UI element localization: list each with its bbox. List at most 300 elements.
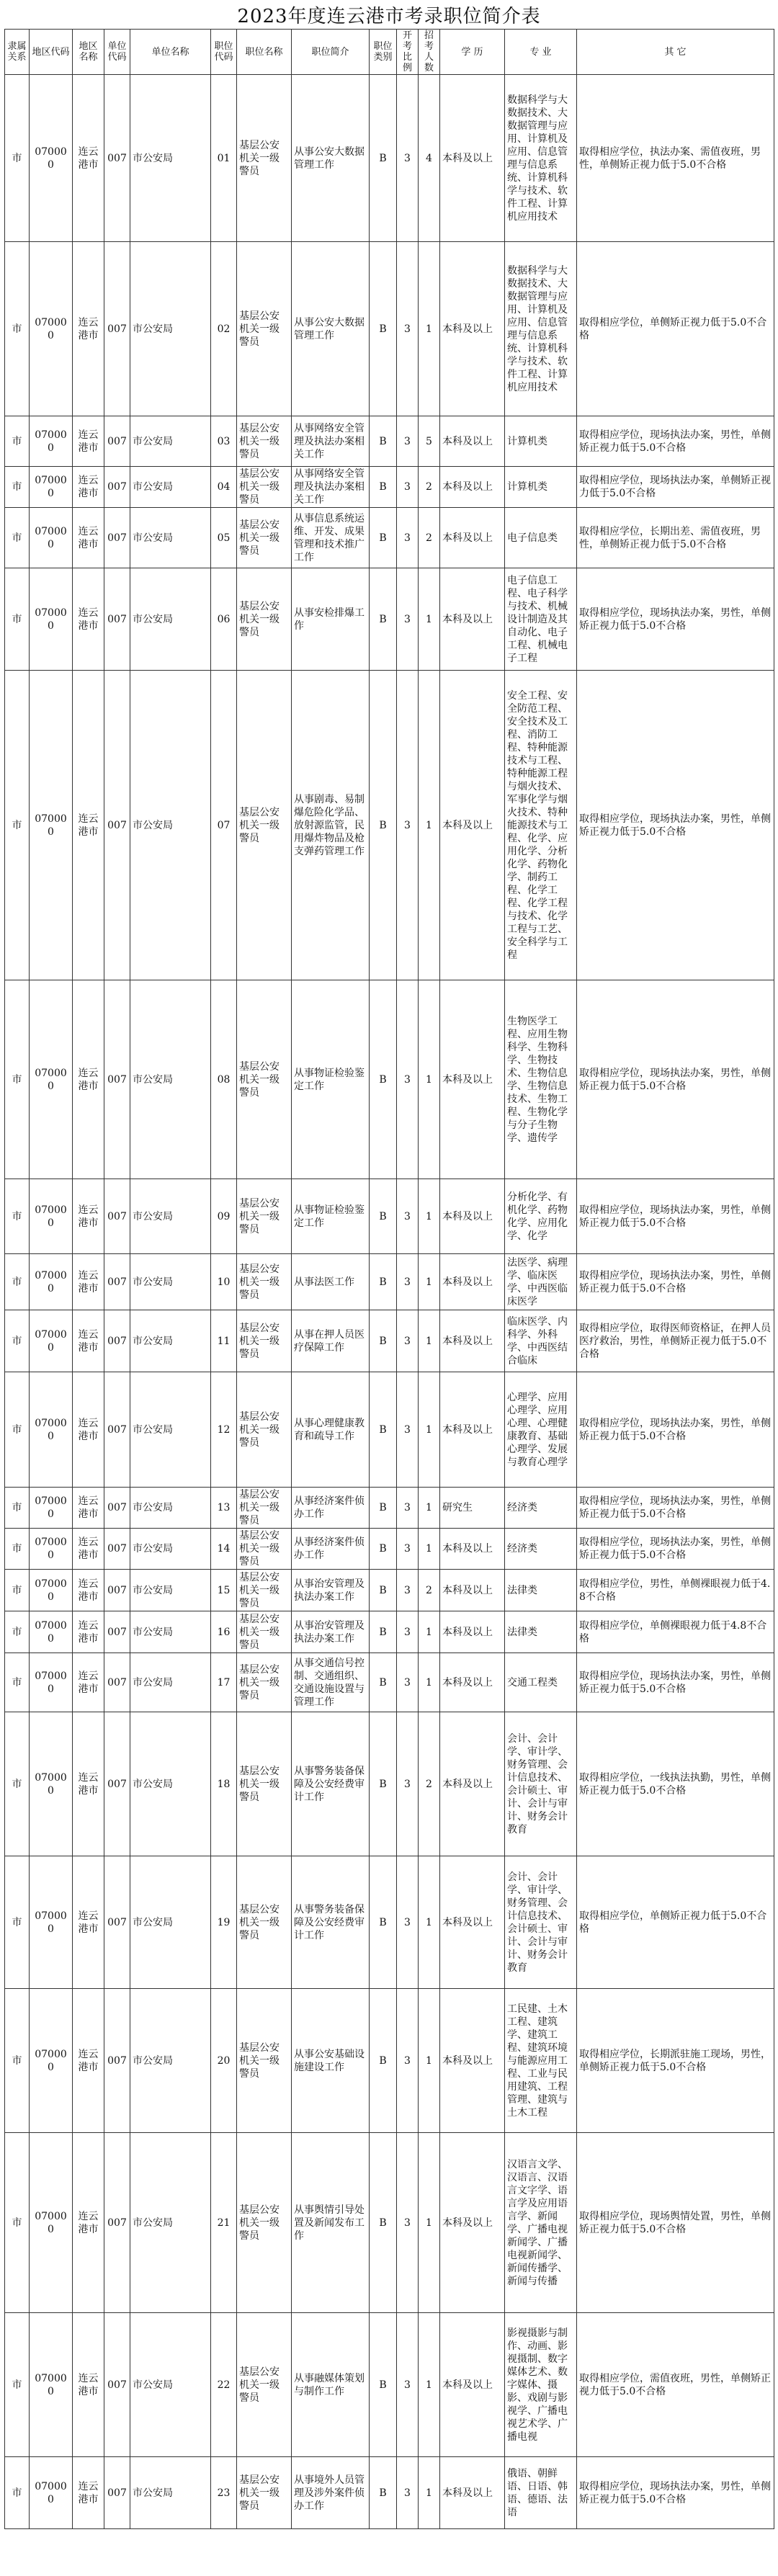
header-cell: 职位名称	[237, 30, 292, 75]
rel-cell: 市	[5, 1179, 30, 1254]
area-name-cell: 连云港市	[73, 416, 104, 467]
education-cell: 研究生	[440, 1488, 505, 1529]
unit-code-cell: 007	[104, 1570, 130, 1611]
unit-code-cell: 007	[104, 416, 130, 467]
area-name-cell: 连云港市	[73, 671, 104, 980]
unit-name-cell: 市公安局	[130, 1310, 211, 1372]
category-cell: B	[370, 467, 397, 508]
area-name-cell: 连云港市	[73, 1179, 104, 1254]
position-code-cell: 07	[211, 671, 237, 980]
area-name-cell: 连云港市	[73, 508, 104, 568]
unit-code-cell: 007	[104, 75, 130, 242]
table-row	[5, 467, 774, 508]
major-cell: 经济类	[505, 1529, 577, 1570]
category-cell: B	[370, 1529, 397, 1570]
education-cell: 本科及以上	[440, 2133, 505, 2313]
major-cell: 数据科学与大数据技术、大数据管理与应用、计算机及应用、信息管理与信息系统、计算机科学与技术、软件工程、计算机应用技术	[505, 75, 577, 242]
area-name-cell: 连云港市	[73, 1372, 104, 1488]
area-name-cell: 连云港市	[73, 1529, 104, 1570]
position-code-cell: 19	[211, 1856, 237, 1989]
category-cell: B	[370, 508, 397, 568]
rel-cell: 市	[5, 1488, 30, 1529]
position-intro-cell: 从事网络安全管理及执法办案相关工作	[292, 467, 370, 508]
position-intro-cell: 从事在押人员医疗保障工作	[292, 1310, 370, 1372]
unit-code-cell: 007	[104, 1372, 130, 1488]
position-name-cell: 基层公安机关一级警员	[237, 416, 292, 467]
position-code-cell: 18	[211, 1712, 237, 1856]
position-name-cell: 基层公安机关一级警员	[237, 1856, 292, 1989]
category-cell: B	[370, 1254, 397, 1310]
other-requirements-cell: 取得相应学位，长期出差、需值夜班，男性，单侧矫正视力低于5.0不合格	[577, 508, 774, 568]
major-cell: 计算机类	[505, 416, 577, 467]
area-code-cell: 070000	[30, 980, 73, 1179]
education-cell: 本科及以上	[440, 1989, 505, 2133]
position-code-cell: 17	[211, 1653, 237, 1712]
other-requirements-cell: 取得相应学位，长期派驻施工现场，男性，单侧矫正视力低于5.0不合格	[577, 1989, 774, 2133]
position-intro-cell: 从事经济案件侦办工作	[292, 1488, 370, 1529]
position-name-cell: 基层公安机关一级警员	[237, 1653, 292, 1712]
category-cell: B	[370, 1856, 397, 1989]
header-cell: 地区名称	[73, 30, 104, 75]
headcount-cell: 1	[419, 1611, 440, 1653]
headcount-cell: 1	[419, 1653, 440, 1712]
position-name-cell: 基层公安机关一级警员	[237, 1570, 292, 1611]
education-cell: 本科及以上	[440, 467, 505, 508]
area-code-cell: 070000	[30, 1570, 73, 1611]
position-intro-cell: 从事融媒体策划与制作工作	[292, 2313, 370, 2457]
rel-cell: 市	[5, 2133, 30, 2313]
unit-code-cell: 007	[104, 508, 130, 568]
position-code-cell: 04	[211, 467, 237, 508]
education-cell: 本科及以上	[440, 1529, 505, 1570]
rel-cell: 市	[5, 508, 30, 568]
headcount-cell: 4	[419, 75, 440, 242]
area-code-cell: 070000	[30, 1712, 73, 1856]
position-name-cell: 基层公安机关一级警员	[237, 671, 292, 980]
table-row	[5, 2457, 774, 2529]
unit-code-cell: 007	[104, 1653, 130, 1712]
headcount-cell: 1	[419, 242, 440, 416]
ratio-cell: 3	[397, 1179, 419, 1254]
table-header-row	[5, 30, 774, 75]
table-body	[5, 75, 774, 2529]
major-cell: 影视摄影与制作、动画、影视摄制、数字媒体艺术、数字媒体、摄影、戏剧与影视学、广播电视艺术学、广播电视	[505, 2313, 577, 2457]
category-cell: B	[370, 2133, 397, 2313]
rel-cell: 市	[5, 671, 30, 980]
position-name-cell: 基层公安机关一级警员	[237, 2133, 292, 2313]
position-code-cell: 14	[211, 1529, 237, 1570]
headcount-cell: 1	[419, 1529, 440, 1570]
position-intro-cell: 从事警务装备保障及公安经费审计工作	[292, 1712, 370, 1856]
category-cell: B	[370, 671, 397, 980]
position-name-cell: 基层公安机关一级警员	[237, 508, 292, 568]
ratio-cell: 3	[397, 671, 419, 980]
ratio-cell: 3	[397, 416, 419, 467]
area-name-cell: 连云港市	[73, 1611, 104, 1653]
major-cell: 心理学、应用心理学、应用心理、心理健康教育、基础心理学、发展与教育心理学	[505, 1372, 577, 1488]
header-cell: 职位类别	[370, 30, 397, 75]
rel-cell: 市	[5, 1712, 30, 1856]
ratio-cell: 3	[397, 980, 419, 1179]
area-code-cell: 070000	[30, 1179, 73, 1254]
area-code-cell: 070000	[30, 1488, 73, 1529]
position-name-cell: 基层公安机关一级警员	[237, 1611, 292, 1653]
position-name-cell: 基层公安机关一级警员	[237, 1179, 292, 1254]
other-requirements-cell: 取得相应学位，取得医师资格证，在押人员医疗救治，男性，单侧矫正视力低于5.0不合格	[577, 1310, 774, 1372]
category-cell: B	[370, 980, 397, 1179]
ratio-cell: 3	[397, 1653, 419, 1712]
area-name-cell: 连云港市	[73, 1570, 104, 1611]
unit-name-cell: 市公安局	[130, 671, 211, 980]
other-requirements-cell: 取得相应学位，现场执法办案，男性，单侧矫正视力低于5.0不合格	[577, 416, 774, 467]
other-requirements-cell: 取得相应学位，现场执法办案，男性，单侧矫正视力低于5.0不合格	[577, 568, 774, 671]
unit-code-cell: 007	[104, 1529, 130, 1570]
position-intro-cell: 从事网络安全管理及执法办案相关工作	[292, 416, 370, 467]
headcount-cell: 2	[419, 467, 440, 508]
position-code-cell: 21	[211, 2133, 237, 2313]
education-cell: 本科及以上	[440, 671, 505, 980]
rel-cell: 市	[5, 568, 30, 671]
area-code-cell: 070000	[30, 1310, 73, 1372]
position-code-cell: 08	[211, 980, 237, 1179]
area-code-cell: 070000	[30, 1989, 73, 2133]
area-code-cell: 070000	[30, 1372, 73, 1488]
ratio-cell: 3	[397, 1856, 419, 1989]
position-code-cell: 02	[211, 242, 237, 416]
rel-cell: 市	[5, 1856, 30, 1989]
position-code-cell: 10	[211, 1254, 237, 1310]
area-name-cell: 连云港市	[73, 1310, 104, 1372]
major-cell: 数据科学与大数据技术、大数据管理与应用、计算机及应用、信息管理与信息系统、计算机科学与技术、软件工程、计算机应用技术	[505, 242, 577, 416]
area-code-cell: 070000	[30, 1529, 73, 1570]
major-cell: 交通工程类	[505, 1653, 577, 1712]
area-name-cell: 连云港市	[73, 2133, 104, 2313]
table-row	[5, 1488, 774, 1529]
position-code-cell: 23	[211, 2457, 237, 2529]
other-requirements-cell: 取得相应学位，现场执法办案，男性，单侧矫正视力低于5.0不合格	[577, 1254, 774, 1310]
table-row	[5, 671, 774, 980]
unit-code-cell: 007	[104, 1310, 130, 1372]
other-requirements-cell: 取得相应学位，单侧裸眼视力低于4.8不合格	[577, 1611, 774, 1653]
area-code-cell: 070000	[30, 1254, 73, 1310]
rel-cell: 市	[5, 2457, 30, 2529]
table-row	[5, 1529, 774, 1570]
table-row	[5, 1254, 774, 1310]
position-intro-cell: 从事物证检验鉴定工作	[292, 1179, 370, 1254]
other-requirements-cell: 取得相应学位，执法办案、需值夜班，男性，单侧矫正视力低于5.0不合格	[577, 75, 774, 242]
position-intro-cell: 从事境外人员管理及涉外案件侦办工作	[292, 2457, 370, 2529]
position-code-cell: 03	[211, 416, 237, 467]
position-name-cell: 基层公安机关一级警员	[237, 1372, 292, 1488]
ratio-cell: 3	[397, 2133, 419, 2313]
unit-code-cell: 007	[104, 1179, 130, 1254]
area-name-cell: 连云港市	[73, 1254, 104, 1310]
area-name-cell: 连云港市	[73, 1488, 104, 1529]
unit-code-cell: 007	[104, 1712, 130, 1856]
position-name-cell: 基层公安机关一级警员	[237, 1310, 292, 1372]
area-code-cell: 070000	[30, 2313, 73, 2457]
category-cell: B	[370, 2457, 397, 2529]
headcount-cell: 1	[419, 568, 440, 671]
education-cell: 本科及以上	[440, 416, 505, 467]
header-cell: 单位代码	[104, 30, 130, 75]
unit-code-cell: 007	[104, 671, 130, 980]
position-intro-cell: 从事剧毒、易制爆危险化学品、放射源监管，民用爆炸物品及枪支弹药管理工作	[292, 671, 370, 980]
area-code-cell: 070000	[30, 671, 73, 980]
table-row	[5, 1372, 774, 1488]
position-intro-cell: 从事治安管理及执法办案工作	[292, 1570, 370, 1611]
ratio-cell: 3	[397, 1488, 419, 1529]
ratio-cell: 3	[397, 1254, 419, 1310]
other-requirements-cell: 取得相应学位，单侧矫正视力低于5.0不合格	[577, 242, 774, 416]
position-name-cell: 基层公安机关一级警员	[237, 242, 292, 416]
table-row	[5, 2133, 774, 2313]
position-intro-cell: 从事信息系统运维、开发、成果管理和技术推广工作	[292, 508, 370, 568]
table-row	[5, 75, 774, 242]
major-cell: 安全工程、安全防范工程、安全技术及工程、消防工程、特种能源技术与工程、特种能源工程与烟火技术、军事化学与烟火技术、特种能源技术与工程、化学、应用化学、分析化学、药物化学、制药工程、化学工程、化学工程与技术、化学工程与工艺、安全科学与工程	[505, 671, 577, 980]
unit-code-cell: 007	[104, 1488, 130, 1529]
table-row	[5, 1989, 774, 2133]
unit-name-cell: 市公安局	[130, 2313, 211, 2457]
ratio-cell: 3	[397, 1310, 419, 1372]
education-cell: 本科及以上	[440, 1712, 505, 1856]
area-name-cell: 连云港市	[73, 1653, 104, 1712]
unit-name-cell: 市公安局	[130, 2457, 211, 2529]
headcount-cell: 5	[419, 416, 440, 467]
table-row	[5, 1179, 774, 1254]
position-name-cell: 基层公安机关一级警员	[237, 2457, 292, 2529]
unit-name-cell: 市公安局	[130, 1488, 211, 1529]
position-name-cell: 基层公安机关一级警员	[237, 568, 292, 671]
other-requirements-cell: 取得相应学位，现场执法办案，单侧矫正视力低于5.0不合格	[577, 467, 774, 508]
position-name-cell: 基层公安机关一级警员	[237, 1712, 292, 1856]
headcount-cell: 1	[419, 1856, 440, 1989]
rel-cell: 市	[5, 416, 30, 467]
category-cell: B	[370, 568, 397, 671]
other-requirements-cell: 取得相应学位，现场执法办案，男性，单侧矫正视力低于5.0不合格	[577, 1529, 774, 1570]
ratio-cell: 3	[397, 508, 419, 568]
header-cell: 职位简介	[292, 30, 370, 75]
headcount-cell: 1	[419, 2313, 440, 2457]
position-code-cell: 15	[211, 1570, 237, 1611]
education-cell: 本科及以上	[440, 1310, 505, 1372]
position-code-cell: 22	[211, 2313, 237, 2457]
rel-cell: 市	[5, 2313, 30, 2457]
rel-cell: 市	[5, 75, 30, 242]
unit-name-cell: 市公安局	[130, 75, 211, 242]
rel-cell: 市	[5, 467, 30, 508]
category-cell: B	[370, 1611, 397, 1653]
major-cell: 生物医学工程、应用生物科学、生物科学、生物技术、生物信息学、生物信息技术、生物工程、生物化学与分子生物学、遗传学	[505, 980, 577, 1179]
position-code-cell: 06	[211, 568, 237, 671]
ratio-cell: 3	[397, 1611, 419, 1653]
table-row	[5, 980, 774, 1179]
unit-name-cell: 市公安局	[130, 980, 211, 1179]
other-requirements-cell: 取得相应学位，需值夜班，男性，单侧矫正视力低于5.0不合格	[577, 2313, 774, 2457]
unit-name-cell: 市公安局	[130, 2133, 211, 2313]
position-name-cell: 基层公安机关一级警员	[237, 1989, 292, 2133]
position-code-cell: 09	[211, 1179, 237, 1254]
unit-name-cell: 市公安局	[130, 1856, 211, 1989]
ratio-cell: 3	[397, 1372, 419, 1488]
category-cell: B	[370, 1488, 397, 1529]
unit-name-cell: 市公安局	[130, 416, 211, 467]
area-code-cell: 070000	[30, 2133, 73, 2313]
headcount-cell: 1	[419, 1989, 440, 2133]
header-cell: 专 业	[505, 30, 577, 75]
other-requirements-cell: 取得相应学位，男性，单侧裸眼视力低于4.8不合格	[577, 1570, 774, 1611]
ratio-cell: 3	[397, 1529, 419, 1570]
position-intro-cell: 从事治安管理及执法办案工作	[292, 1611, 370, 1653]
header-cell: 隶属关系	[5, 30, 30, 75]
unit-name-cell: 市公安局	[130, 1989, 211, 2133]
category-cell: B	[370, 1653, 397, 1712]
ratio-cell: 3	[397, 2313, 419, 2457]
area-name-cell: 连云港市	[73, 1856, 104, 1989]
ratio-cell: 3	[397, 1989, 419, 2133]
unit-code-cell: 007	[104, 980, 130, 1179]
position-code-cell: 01	[211, 75, 237, 242]
ratio-cell: 3	[397, 1712, 419, 1856]
headcount-cell: 1	[419, 1310, 440, 1372]
other-requirements-cell: 取得相应学位，现场执法办案，男性，单侧矫正视力低于5.0不合格	[577, 2457, 774, 2529]
area-name-cell: 连云港市	[73, 1712, 104, 1856]
education-cell: 本科及以上	[440, 1179, 505, 1254]
major-cell: 俄语、朝鲜语、日语、韩语、德语、法语	[505, 2457, 577, 2529]
unit-name-cell: 市公安局	[130, 1611, 211, 1653]
area-code-cell: 070000	[30, 2457, 73, 2529]
table-row	[5, 1856, 774, 1989]
education-cell: 本科及以上	[440, 1653, 505, 1712]
header-cell: 单位名称	[130, 30, 211, 75]
other-requirements-cell: 取得相应学位，现场执法办案，男性，单侧矫正视力低于5.0不合格	[577, 1653, 774, 1712]
position-intro-cell: 从事公安大数据管理工作	[292, 242, 370, 416]
rel-cell: 市	[5, 980, 30, 1179]
ratio-cell: 3	[397, 467, 419, 508]
header-cell: 学 历	[440, 30, 505, 75]
position-code-cell: 11	[211, 1310, 237, 1372]
table-row	[5, 2313, 774, 2457]
major-cell: 法医学、病理学、临床医学、中西医临床医学	[505, 1254, 577, 1310]
position-name-cell: 基层公安机关一级警员	[237, 980, 292, 1179]
rel-cell: 市	[5, 1611, 30, 1653]
table-row	[5, 1310, 774, 1372]
headcount-cell: 2	[419, 508, 440, 568]
unit-name-cell: 市公安局	[130, 1529, 211, 1570]
category-cell: B	[370, 242, 397, 416]
unit-name-cell: 市公安局	[130, 1712, 211, 1856]
header-cell: 开考比例	[397, 30, 419, 75]
position-code-cell: 16	[211, 1611, 237, 1653]
unit-name-cell: 市公安局	[130, 1570, 211, 1611]
other-requirements-cell: 取得相应学位，现场执法办案，男性，单侧矫正视力低于5.0不合格	[577, 1179, 774, 1254]
unit-name-cell: 市公安局	[130, 467, 211, 508]
major-cell: 临床医学、内科学、外科学、中西医结合临床	[505, 1310, 577, 1372]
rel-cell: 市	[5, 1989, 30, 2133]
major-cell: 工民建、土木工程、建筑学、建筑工程、建筑环境与能源应用工程、工业与民用建筑、工程管理、建筑与土木工程	[505, 1989, 577, 2133]
major-cell: 法律类	[505, 1611, 577, 1653]
unit-code-cell: 007	[104, 568, 130, 671]
unit-name-cell: 市公安局	[130, 1653, 211, 1712]
positions-table	[4, 29, 774, 2529]
education-cell: 本科及以上	[440, 508, 505, 568]
ratio-cell: 3	[397, 2457, 419, 2529]
ratio-cell: 3	[397, 568, 419, 671]
other-requirements-cell: 取得相应学位，现场执法办案，男性，单侧矫正视力低于5.0不合格	[577, 671, 774, 980]
education-cell: 本科及以上	[440, 242, 505, 416]
unit-name-cell: 市公安局	[130, 568, 211, 671]
position-intro-cell: 从事物证检验鉴定工作	[292, 980, 370, 1179]
category-cell: B	[370, 1989, 397, 2133]
education-cell: 本科及以上	[440, 980, 505, 1179]
area-code-cell: 070000	[30, 416, 73, 467]
position-intro-cell: 从事舆情引导处置及新闻发布工作	[292, 2133, 370, 2313]
position-name-cell: 基层公安机关一级警员	[237, 1488, 292, 1529]
position-intro-cell: 从事安检排爆工作	[292, 568, 370, 671]
ratio-cell: 3	[397, 242, 419, 416]
education-cell: 本科及以上	[440, 568, 505, 671]
area-code-cell: 070000	[30, 568, 73, 671]
unit-code-cell: 007	[104, 1856, 130, 1989]
rel-cell: 市	[5, 1254, 30, 1310]
header-cell: 职位代码	[211, 30, 237, 75]
rel-cell: 市	[5, 1310, 30, 1372]
position-name-cell: 基层公安机关一级警员	[237, 75, 292, 242]
table-row	[5, 416, 774, 467]
headcount-cell: 2	[419, 1570, 440, 1611]
rel-cell: 市	[5, 1653, 30, 1712]
rel-cell: 市	[5, 1570, 30, 1611]
unit-code-cell: 007	[104, 242, 130, 416]
table-row	[5, 1653, 774, 1712]
area-code-cell: 070000	[30, 242, 73, 416]
category-cell: B	[370, 1179, 397, 1254]
category-cell: B	[370, 75, 397, 242]
category-cell: B	[370, 1310, 397, 1372]
area-code-cell: 070000	[30, 508, 73, 568]
position-intro-cell: 从事经济案件侦办工作	[292, 1529, 370, 1570]
area-code-cell: 070000	[30, 467, 73, 508]
education-cell: 本科及以上	[440, 2457, 505, 2529]
category-cell: B	[370, 416, 397, 467]
other-requirements-cell: 取得相应学位，单侧矫正视力低于5.0不合格	[577, 1856, 774, 1989]
area-name-cell: 连云港市	[73, 75, 104, 242]
position-intro-cell: 从事法医工作	[292, 1254, 370, 1310]
unit-name-cell: 市公安局	[130, 242, 211, 416]
major-cell: 分析化学、有机化学、药物化学、应用化学、化学	[505, 1179, 577, 1254]
unit-name-cell: 市公安局	[130, 1179, 211, 1254]
education-cell: 本科及以上	[440, 1254, 505, 1310]
area-name-cell: 连云港市	[73, 980, 104, 1179]
headcount-cell: 1	[419, 2133, 440, 2313]
category-cell: B	[370, 1712, 397, 1856]
education-cell: 本科及以上	[440, 1570, 505, 1611]
area-code-cell: 070000	[30, 1653, 73, 1712]
ratio-cell: 3	[397, 1570, 419, 1611]
table-row	[5, 568, 774, 671]
area-name-cell: 连云港市	[73, 2313, 104, 2457]
major-cell: 会计、会计学、审计学、财务管理、会计信息技术、会计硕士、审计、会计与审计、财务会计教育	[505, 1856, 577, 1989]
rel-cell: 市	[5, 1529, 30, 1570]
table-row	[5, 242, 774, 416]
headcount-cell: 1	[419, 1488, 440, 1529]
area-code-cell: 070000	[30, 1611, 73, 1653]
position-intro-cell: 从事警务装备保障及公安经费审计工作	[292, 1856, 370, 1989]
category-cell: B	[370, 1570, 397, 1611]
major-cell: 经济类	[505, 1488, 577, 1529]
category-cell: B	[370, 1372, 397, 1488]
position-name-cell: 基层公安机关一级警员	[237, 467, 292, 508]
